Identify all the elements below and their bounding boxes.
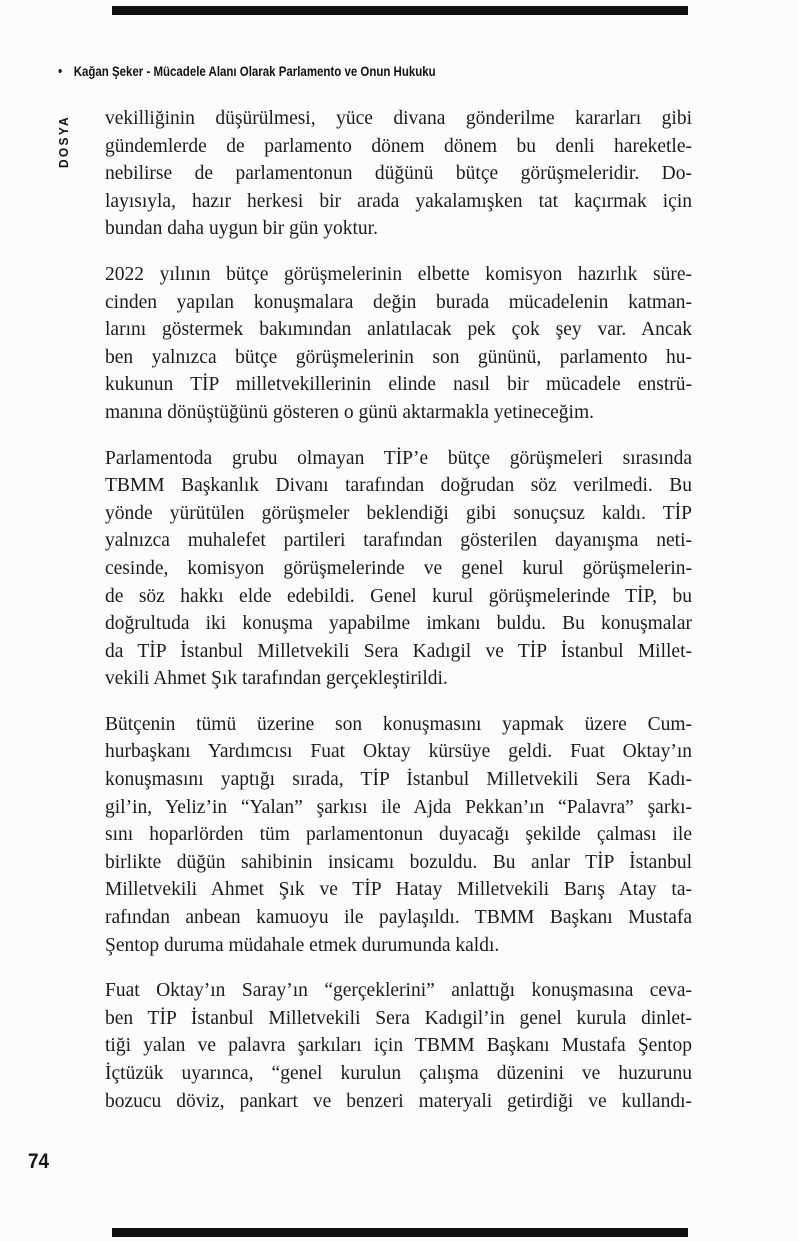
body-line: manına dönüştüğünü gösteren o günü aktarmakla yetineceğim.	[105, 401, 594, 423]
body-line: TBMM Başkanlık Divanı tarafından doğrudan söz verilmedi. Bu	[105, 475, 692, 497]
body-line: birlikte düğün sahibinin insicamı bozuldu. Bu anlar TİP İstanbul	[105, 851, 692, 873]
body-line: cesinde, komisyon görüşmelerinde ve genel kurul görüşmelerin-	[105, 557, 692, 579]
body-line: Bütçenin tümü üzerine son konuşmasını yapmak üzere Cum-	[105, 713, 692, 735]
page-number: 74	[28, 1150, 50, 1173]
body-line: doğrultuda iki konuşma yapabilme imkanı buldu. Bu konuşmalar	[105, 613, 692, 635]
body-paragraph	[105, 977, 692, 1115]
bottom-rule	[112, 1228, 688, 1237]
body-paragraph	[105, 261, 692, 427]
body-line: vekili Ahmet Şık tarafından gerçekleştirildi.	[105, 668, 448, 690]
body-line: ben yalnızca bütçe görüşmelerinin son gününü, parlamento hu-	[105, 346, 692, 368]
body-paragraph	[105, 105, 692, 243]
body-line: İçtüzük uyarınca, “genel kurulun çalışma düzenini ve huzurunu	[105, 1063, 692, 1084]
running-header	[58, 63, 698, 80]
body-line: tiği yalan ve palavra şarkıları için TBMM Başkanı Mustafa Şentop	[105, 1035, 692, 1057]
body-line: yalnızca muhalefet partileri tarafından gösterilen dayanışma neti-	[105, 530, 692, 552]
body-line: gil’in, Yeliz’in “Yalan” şarkısı ile Ajda Pekkan’ın “Palavra” şarkı-	[105, 796, 692, 818]
body-line: Fuat Oktay’ın Saray’ın “gerçeklerini” anlattığı konuşmasına ceva-	[105, 980, 692, 1002]
article-title: Mücadele Alanı Olarak Parlamento ve Onun Hukuku	[153, 63, 436, 79]
body-paragraph	[105, 445, 692, 693]
body-line: de söz hakkı elde edebildi. Genel kurul görüşmelerinde TİP, bu	[105, 585, 692, 607]
body-line: sını hoparlörden tüm parlamentonun duyacağı şekilde çalması ile	[105, 824, 692, 846]
body-text	[105, 105, 692, 1133]
running-header-text	[58, 63, 436, 80]
top-rule	[112, 6, 688, 15]
body-line: rafından anbean kamuoyu ile paylaşıldı. TBMM Başkanı Mustafa	[105, 907, 692, 929]
body-line: Şentop duruma müdahale etmek durumunda kaldı.	[105, 934, 500, 956]
section-label-vertical: DOSYA	[56, 115, 71, 168]
body-line: konuşmasını yaptığı sırada, TİP İstanbul Milletvekili Sera Kadı-	[105, 769, 692, 791]
body-line: cinden yapılan konuşmalara değin burada mücadelenin katman-	[105, 291, 692, 313]
body-line: layısıyla, hazır herkesi bir arada yakalamışken tat kaçırmak için	[105, 190, 692, 212]
body-line: larını göstermek bakımından anlatılacak pek çok şey var. Ancak	[105, 319, 692, 341]
body-line: ben TİP İstanbul Milletvekili Sera Kadıgil’in genel kurula dinlet-	[105, 1007, 692, 1029]
body-line: bundan daha uygun bir gün yoktur.	[105, 218, 378, 240]
body-line: da TİP İstanbul Milletvekili Sera Kadıgil ve TİP İstanbul Millet-	[105, 640, 692, 662]
body-line: Milletvekili Ahmet Şık ve TİP Hatay Milletvekili Barış Atay ta-	[105, 879, 692, 901]
body-line: gündemlerde de parlamento dönem dönem bu denli hareketle-	[105, 135, 692, 157]
body-line: nebilirse de parlamentonun düğünü bütçe görüşmeleridir. Do-	[105, 163, 692, 185]
body-line: kukunun TİP milletvekillerinin elinde nasıl bir mücadele enstrü-	[105, 374, 692, 396]
body-line: yönde yürütülen görüşmeler beklendiği gibi sonuçsuz kaldı. TİP	[105, 502, 692, 524]
author-name: Kağan Şeker -	[73, 63, 154, 79]
body-line: Parlamentoda grubu olmayan TİP’e bütçe görüşmeleri sırasında	[105, 447, 692, 469]
body-paragraph	[105, 711, 692, 959]
bullet-icon: •	[58, 63, 63, 80]
body-line: hurbaşkanı Yardımcısı Fuat Oktay kürsüye geldi. Fuat Oktay’ın	[105, 741, 692, 763]
body-line: vekilliğinin düşürülmesi, yüce divana gönderilme kararları gibi	[105, 108, 692, 129]
body-line: bozucu döviz, pankart ve benzeri materyali getirdiği ve kullandı-	[105, 1090, 692, 1112]
body-line: 2022 yılının bütçe görüşmelerinin elbette komisyon hazırlık süre-	[105, 263, 692, 285]
